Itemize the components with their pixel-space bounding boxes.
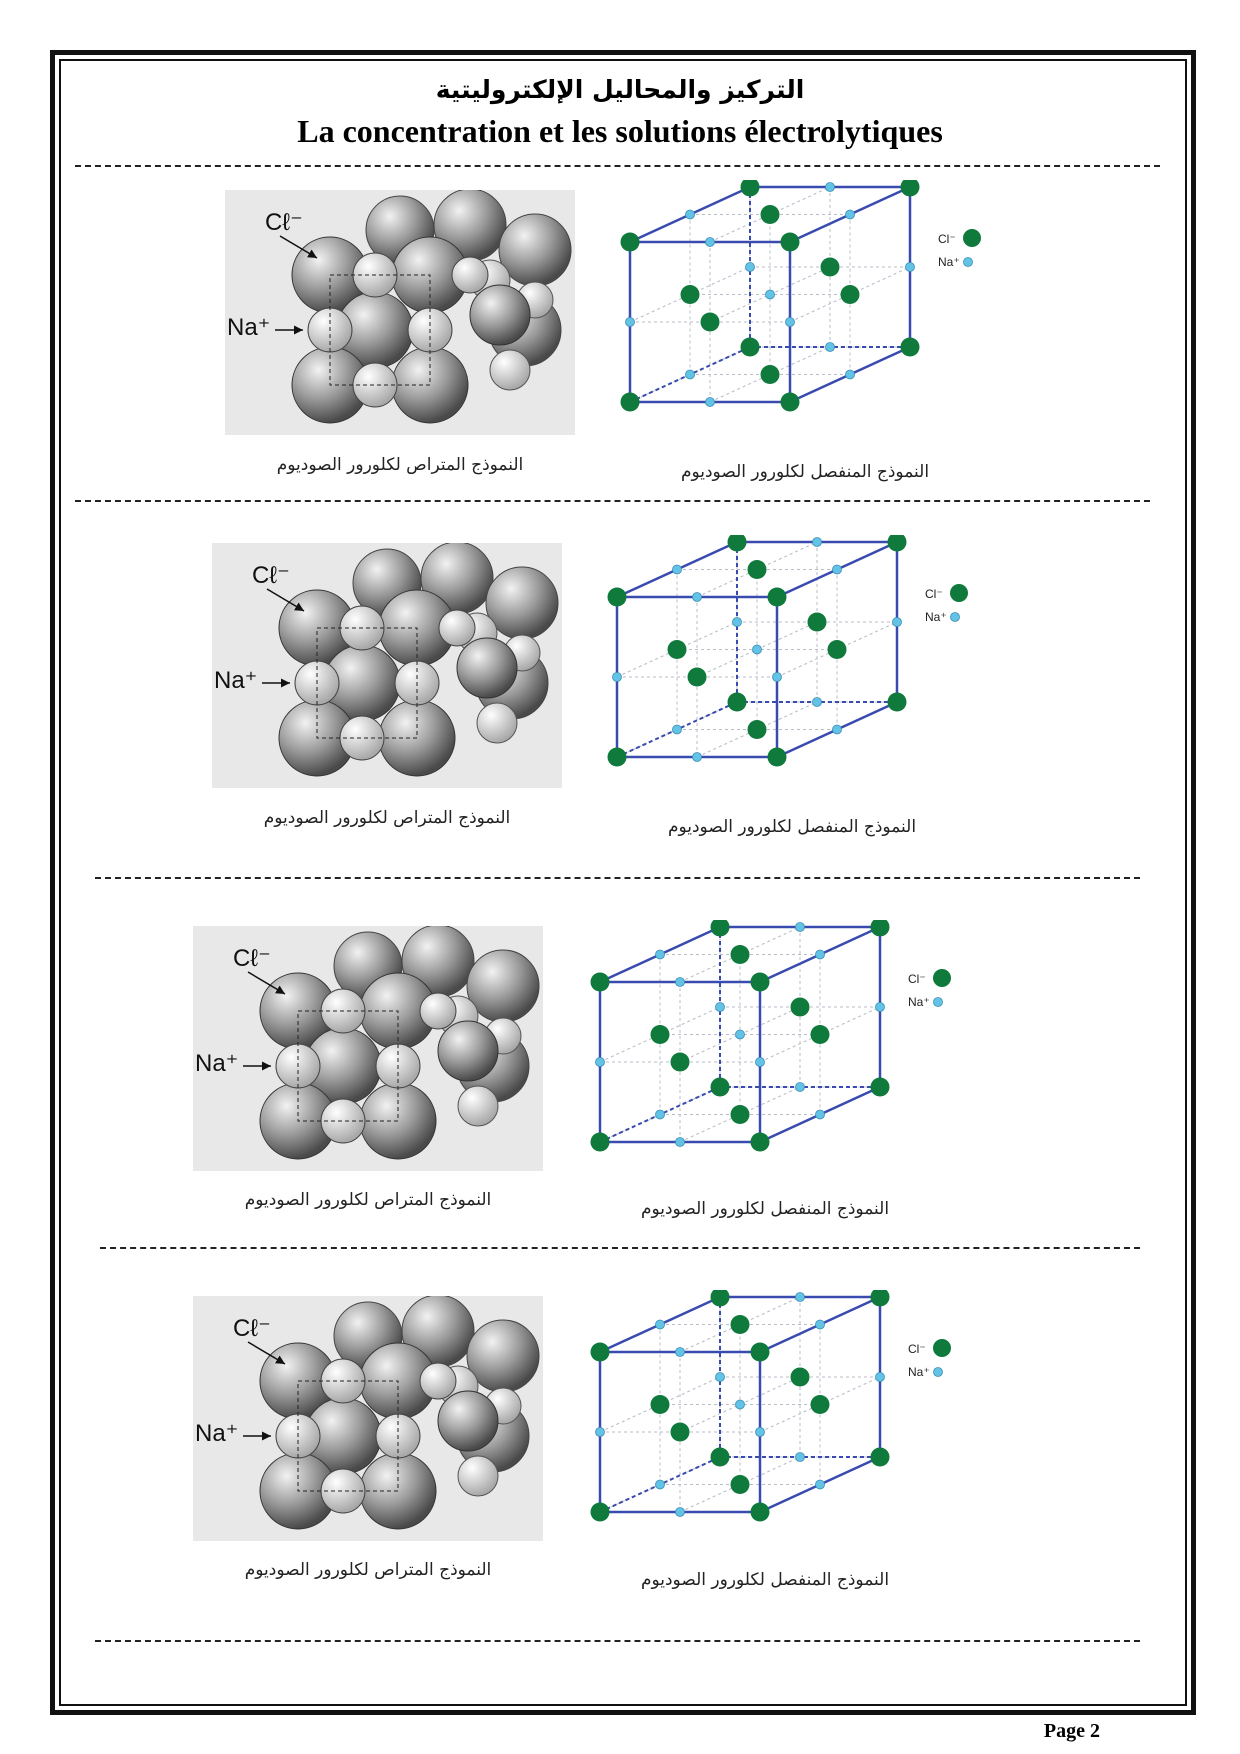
chloride-ion <box>748 720 767 739</box>
sodium-ion <box>656 950 665 959</box>
chloride-ion <box>871 920 890 937</box>
sodium-ion <box>796 1083 805 1092</box>
sodium-ion <box>833 725 842 734</box>
chloride-ion <box>751 1133 770 1152</box>
chloride-ion <box>901 180 920 197</box>
chloride-ion <box>681 285 700 304</box>
sodium-ion <box>613 673 622 682</box>
chloride-ion <box>621 393 640 412</box>
chloride-ion <box>651 1395 670 1414</box>
legend-cl-marker <box>950 584 968 602</box>
chloride-ion <box>728 693 747 712</box>
sodium-ion <box>736 1030 745 1039</box>
legend-cl-marker <box>963 229 981 247</box>
chloride-ion <box>621 233 640 252</box>
chloride-ion <box>751 1343 770 1362</box>
sodium-ion <box>773 673 782 682</box>
chloride-ion <box>591 973 610 992</box>
chloride-ion <box>761 365 780 384</box>
chloride-ion <box>741 338 760 357</box>
chloride-label: Cℓ⁻ <box>265 209 303 236</box>
legend-na-label: Na⁺ <box>938 255 960 269</box>
sodium-ion <box>596 1058 605 1067</box>
legend-na-marker <box>934 1368 943 1377</box>
chloride-ion <box>828 640 847 659</box>
packed-model-caption: النموذج المتراص لكلورور الصوديوم <box>263 808 511 828</box>
chloride-ion <box>871 1290 890 1307</box>
chloride-ion <box>808 613 827 632</box>
chloride-ion <box>871 1078 890 1097</box>
chloride-ion <box>711 1290 730 1307</box>
packed-model-image <box>212 543 562 788</box>
chloride-ion <box>608 588 627 607</box>
chloride-ion <box>751 1503 770 1522</box>
chloride-ion <box>841 285 860 304</box>
chloride-ion <box>768 588 787 607</box>
sodium-label: Na⁺ <box>195 1050 239 1077</box>
separated-model-image <box>580 920 1000 1190</box>
sodium-ion <box>826 183 835 192</box>
chloride-ion <box>591 1343 610 1362</box>
chloride-ion <box>731 1315 750 1334</box>
legend-cl-label: Cl⁻ <box>908 1342 926 1356</box>
sodium-ion <box>693 753 702 762</box>
chloride-ion <box>731 1475 750 1494</box>
sodium-ion <box>876 1373 885 1382</box>
sodium-ion <box>656 1320 665 1329</box>
sodium-ion-sphere <box>490 350 530 390</box>
chloride-ion <box>811 1025 830 1044</box>
chloride-ion <box>671 1053 690 1072</box>
separated-model-caption: النموذج المنفصل لكلورور الصوديوم <box>680 462 930 482</box>
sodium-ion <box>876 1003 885 1012</box>
divider <box>95 1640 1140 1642</box>
legend-cl-label: Cl⁻ <box>908 972 926 986</box>
legend-na-label: Na⁺ <box>908 1365 930 1379</box>
sodium-label: Na⁺ <box>214 667 258 694</box>
chloride-ion <box>701 313 720 332</box>
chloride-ion-sphere <box>438 1021 498 1081</box>
sodium-ion <box>733 618 742 627</box>
legend-cl-marker <box>933 1339 951 1357</box>
sodium-ion-sphere <box>420 1363 456 1399</box>
legend-cl-label: Cl⁻ <box>925 587 943 601</box>
chloride-ion-sphere <box>457 638 517 698</box>
sodium-label: Na⁺ <box>195 1420 239 1447</box>
sodium-ion <box>756 1058 765 1067</box>
separated-model-caption: النموذج المنفصل لكلورور الصوديوم <box>640 1570 890 1590</box>
packed-model-caption: النموذج المتراص لكلورور الصوديوم <box>244 1190 492 1210</box>
divider <box>100 1247 1140 1249</box>
sodium-ion <box>736 1400 745 1409</box>
sodium-ion <box>706 238 715 247</box>
chloride-ion <box>888 693 907 712</box>
separated-model-caption: النموذج المنفصل لكلورور الصوديوم <box>640 1199 890 1219</box>
sodium-ion <box>626 318 635 327</box>
sodium-ion <box>716 1003 725 1012</box>
chloride-ion <box>821 258 840 277</box>
chloride-ion <box>668 640 687 659</box>
title-french: La concentration et les solutions électrolytiques <box>297 113 943 149</box>
chloride-label: Cℓ⁻ <box>252 562 290 589</box>
sodium-ion <box>816 1320 825 1329</box>
separated-model-image <box>580 1290 1000 1560</box>
chloride-label: Cℓ⁻ <box>233 1315 271 1342</box>
sodium-ion <box>796 923 805 932</box>
sodium-ion <box>816 1110 825 1119</box>
chloride-ion <box>901 338 920 357</box>
sodium-ion <box>816 1480 825 1489</box>
chloride-ion <box>781 233 800 252</box>
sodium-ion <box>813 698 822 707</box>
chloride-ion <box>731 945 750 964</box>
chloride-ion-sphere <box>438 1391 498 1451</box>
legend-cl-marker <box>933 969 951 987</box>
chloride-ion <box>888 535 907 552</box>
packed-model-image <box>193 926 543 1171</box>
chloride-ion <box>711 1448 730 1467</box>
chloride-ion <box>751 973 770 992</box>
sodium-ion-sphere <box>452 257 488 293</box>
chloride-ion <box>731 1105 750 1124</box>
sodium-ion <box>673 725 682 734</box>
sodium-ion <box>796 1293 805 1302</box>
chloride-ion <box>791 998 810 1017</box>
chloride-ion <box>688 668 707 687</box>
sodium-ion-sphere <box>420 993 456 1029</box>
legend-na-marker <box>934 998 943 1007</box>
sodium-ion-sphere <box>458 1086 498 1126</box>
chloride-ion <box>748 560 767 579</box>
sodium-ion <box>786 318 795 327</box>
page-number: Page 2 <box>1043 1720 1100 1742</box>
packed-model-image <box>193 1296 543 1541</box>
sodium-ion <box>673 565 682 574</box>
chloride-ion-sphere <box>470 285 530 345</box>
chloride-ion <box>671 1423 690 1442</box>
legend-cl-label: Cl⁻ <box>938 232 956 246</box>
sodium-ion-sphere <box>477 703 517 743</box>
legend-na-marker <box>951 613 960 622</box>
sodium-ion <box>766 290 775 299</box>
sodium-ion <box>676 1508 685 1517</box>
sodium-ion <box>826 343 835 352</box>
legend-na-marker <box>964 258 973 267</box>
packed-model-caption: النموذج المتراص لكلورور الصوديوم <box>276 455 524 475</box>
chloride-ion <box>591 1133 610 1152</box>
sodium-ion <box>706 398 715 407</box>
sodium-ion <box>596 1428 605 1437</box>
sodium-ion <box>846 210 855 219</box>
chloride-ion <box>741 180 760 197</box>
chloride-ion <box>711 1078 730 1097</box>
sodium-ion <box>656 1480 665 1489</box>
chloride-ion <box>761 205 780 224</box>
legend-na-label: Na⁺ <box>908 995 930 1009</box>
chloride-ion <box>591 1503 610 1522</box>
sodium-ion <box>816 950 825 959</box>
sodium-ion <box>756 1428 765 1437</box>
sodium-ion <box>676 1138 685 1147</box>
sodium-ion <box>906 263 915 272</box>
separated-model-image <box>610 180 1030 450</box>
chloride-ion <box>791 1368 810 1387</box>
separated-model-image <box>597 535 1017 805</box>
sodium-ion <box>893 618 902 627</box>
separated-model-caption: النموذج المنفصل لكلورور الصوديوم <box>667 817 917 837</box>
chloride-ion <box>711 920 730 937</box>
sodium-ion <box>693 593 702 602</box>
sodium-ion <box>686 370 695 379</box>
title-arabic: التركيز والمحاليل الإلكتروليتية <box>435 75 805 104</box>
divider <box>95 877 1140 879</box>
sodium-ion <box>813 538 822 547</box>
chloride-ion <box>768 748 787 767</box>
sodium-ion <box>656 1110 665 1119</box>
sodium-ion-sphere <box>458 1456 498 1496</box>
chloride-ion <box>728 535 747 552</box>
sodium-ion-sphere <box>439 610 475 646</box>
sodium-ion <box>676 1348 685 1357</box>
chloride-ion <box>608 748 627 767</box>
chloride-ion <box>651 1025 670 1044</box>
sodium-ion <box>746 263 755 272</box>
sodium-ion <box>753 645 762 654</box>
sodium-ion <box>686 210 695 219</box>
chloride-label: Cℓ⁻ <box>233 945 271 972</box>
packed-model-image <box>225 190 575 435</box>
legend-na-label: Na⁺ <box>925 610 947 624</box>
divider <box>75 500 1150 502</box>
sodium-ion <box>846 370 855 379</box>
divider <box>75 165 1160 167</box>
chloride-ion <box>871 1448 890 1467</box>
chloride-ion <box>811 1395 830 1414</box>
packed-model-caption: النموذج المتراص لكلورور الصوديوم <box>244 1560 492 1580</box>
chloride-ion <box>781 393 800 412</box>
sodium-ion <box>796 1453 805 1462</box>
sodium-ion <box>676 978 685 987</box>
sodium-ion <box>833 565 842 574</box>
sodium-label: Na⁺ <box>227 314 271 341</box>
sodium-ion <box>716 1373 725 1382</box>
